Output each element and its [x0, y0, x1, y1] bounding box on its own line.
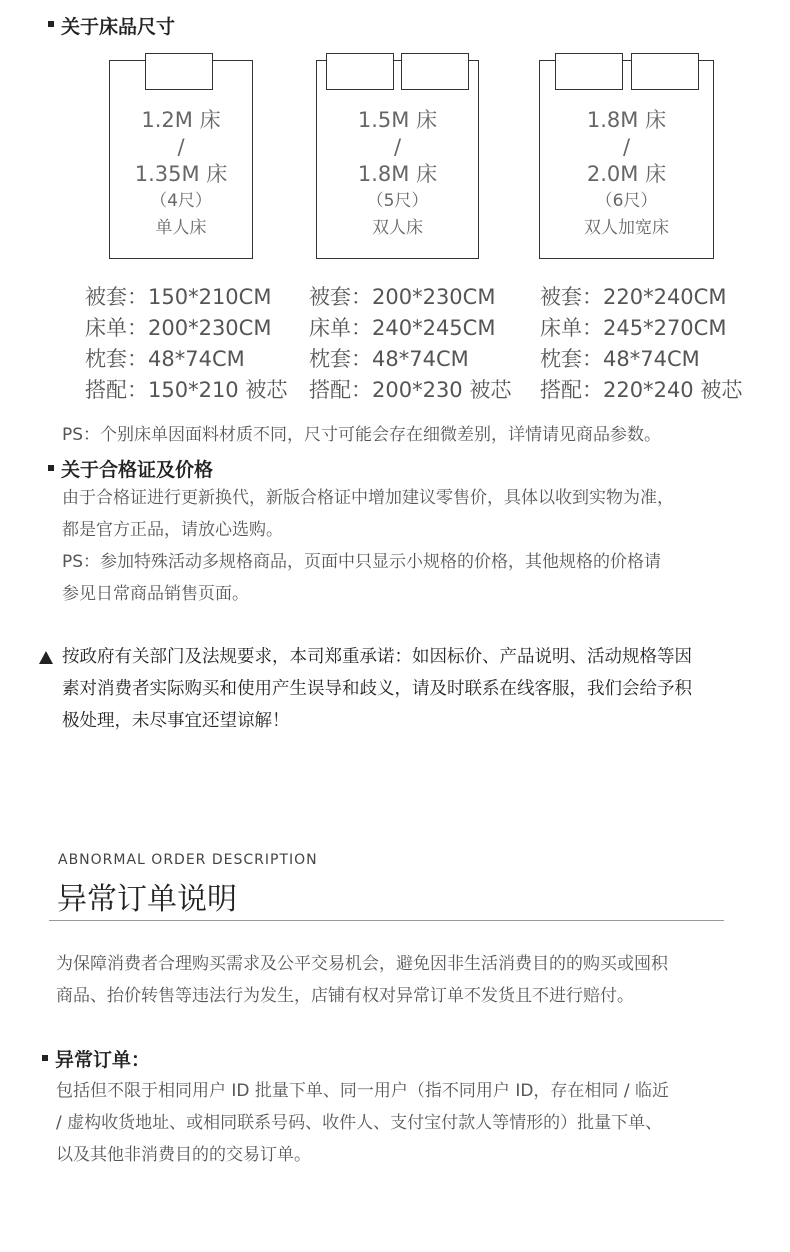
- abnormal-subtitle-en: ABNORMAL ORDER DESCRIPTION: [58, 852, 318, 868]
- bed-feet: （5尺）: [366, 191, 429, 211]
- bullet-icon: [42, 1055, 48, 1061]
- notice-line: 按政府有关部门及法规要求，本司郑重承诺：如因标价、产品说明、活动规格等因: [62, 647, 692, 667]
- paragraph-line: 为保障消费者合理购买需求及公平交易机会，避免因非生活消费目的的购买或囤积: [56, 954, 668, 974]
- pillow-icon: [326, 53, 394, 90]
- spec-pillowcase: 枕套：48*74CM: [540, 347, 700, 371]
- paragraph-line: PS：参加特殊活动多规格商品，页面中只显示小规格的价格，其他规格的价格请: [62, 552, 662, 572]
- paragraph-line: 都是官方正品，请放心选购。: [62, 520, 283, 540]
- bed-feet: （4尺）: [150, 191, 212, 211]
- abnormal-title: 异常订单说明: [57, 882, 237, 917]
- spec-pillowcase: 枕套：48*74CM: [85, 347, 245, 371]
- spec-matching: 搭配：200*230 被芯: [309, 378, 512, 402]
- divider: [49, 920, 724, 921]
- bed-type: 双人床: [372, 218, 423, 238]
- bullet-icon: [48, 465, 54, 471]
- paragraph-line: 商品、抬价转售等违法行为发生，店铺有权对异常订单不发货且不进行赔付。: [56, 986, 634, 1006]
- section-title-certificate-price: 关于合格证及价格: [61, 459, 214, 481]
- spec-bed-sheet: 床单：200*230CM: [85, 316, 272, 340]
- paragraph-line: 以及其他非消费目的的交易订单。: [56, 1145, 311, 1165]
- bed-size-line: 1.5M 床: [357, 108, 438, 132]
- bed-size-line: 2.0M 床: [586, 162, 667, 186]
- legal-notice: [62, 641, 692, 737]
- bed-size-line: 1.8M 床: [357, 162, 438, 186]
- bed-size-line: /: [393, 135, 402, 159]
- bed-type: 单人床: [155, 218, 207, 238]
- pillow-icon: [145, 53, 213, 90]
- abnormal-order-details: [56, 1075, 669, 1171]
- abnormal-order-subtitle: 异常订单：: [55, 1049, 151, 1071]
- bed-diagram-double: [316, 60, 479, 259]
- paragraph-line: / 虚构收货地址、或相同联系号码、收件人、支付宝付款人等情形的）批量下单、: [56, 1113, 663, 1133]
- ps-note-size: PS：个别床单因面料材质不同，尺寸可能会存在细微差别，详情请见商品参数。: [62, 425, 662, 445]
- paragraph-line: 由于合格证进行更新换代，新版合格证中增加建议零售价，具体以收到实物为准，: [62, 488, 674, 508]
- bed-diagram-wide-double: [539, 60, 714, 259]
- spec-bed-sheet: 床单：245*270CM: [540, 316, 727, 340]
- paragraph-line: 包括但不限于相同用户 ID 批量下单、同一用户（指不同用户 ID，存在相同 / 临近: [56, 1081, 669, 1101]
- bed-size-line: /: [622, 135, 631, 159]
- bed-size-line: 1.35M 床: [134, 162, 228, 186]
- notice-line: 极处理，未尽事宜还望谅解！: [62, 711, 290, 731]
- pillow-icon: [401, 53, 469, 90]
- bed-size-line: 1.2M 床: [141, 108, 221, 132]
- bed-diagram-single: [109, 60, 253, 259]
- spec-pillowcase: 枕套：48*74CM: [309, 347, 469, 371]
- spec-duvet-cover: 被套：200*230CM: [309, 285, 496, 309]
- bed-size-line: 1.8M 床: [586, 108, 667, 132]
- certificate-paragraph: [62, 482, 674, 610]
- pillow-icon: [631, 53, 699, 90]
- section-title-bed-size: 关于床品尺寸: [61, 16, 176, 38]
- spec-matching: 搭配：220*240 被芯: [540, 378, 743, 402]
- spec-bed-sheet: 床单：240*245CM: [309, 316, 496, 340]
- spec-duvet-cover: 被套：220*240CM: [540, 285, 727, 309]
- bed-size-line: /: [177, 135, 185, 159]
- paragraph-line: 参见日常商品销售页面。: [62, 584, 249, 604]
- bed-type: 双人加宽床: [584, 218, 669, 238]
- notice-line: 素对消费者实际购买和使用产生误导和歧义，请及时联系在线客服，我们会给予积: [62, 679, 692, 699]
- warning-triangle-icon: [39, 651, 53, 664]
- bullet-icon: [48, 21, 54, 27]
- bed-feet: （6尺）: [595, 191, 658, 211]
- abnormal-intro: [56, 948, 668, 1012]
- pillow-icon: [555, 53, 623, 90]
- spec-duvet-cover: 被套：150*210CM: [85, 285, 272, 309]
- spec-matching: 搭配：150*210 被芯: [85, 378, 288, 402]
